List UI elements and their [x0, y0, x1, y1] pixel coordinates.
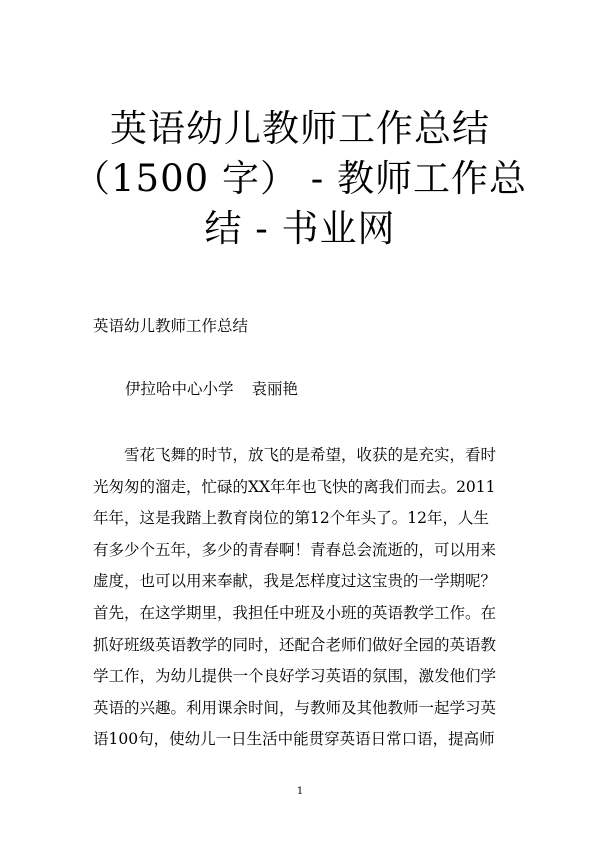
school-name: 伊拉哈中心小学 [125, 380, 234, 398]
document-title: 英语幼儿教师工作总结（1500 字） - 教师工作总结 - 书业网 [73, 107, 527, 250]
page-number: 1 [296, 786, 304, 797]
body-line: 虚度，也可以用来奉献，我是怎样度过这宝贵的一学期呢？ [93, 572, 497, 591]
body-line: 有多少个五年，多少的青春啊！青春总会流逝的，可以用来 [93, 540, 497, 559]
author-name: 袁丽艳 [251, 380, 299, 398]
body-line: 英语的兴趣。利用课余时间，与教师及其他教师一起学习英 [93, 698, 497, 717]
body-line: 抓好班级英语教学的同时，还配合老师们做好全园的英语教 [93, 635, 497, 654]
body-line: 学工作，为幼儿提供一个良好学习英语的氛围，激发他们学 [93, 667, 497, 686]
body-line: 首先，在这学期里，我担任中班及小班的英语教学工作。在 [93, 603, 497, 622]
body-paragraph [93, 440, 523, 756]
article-heading: 英语幼儿教师工作总结 [93, 317, 249, 335]
body-line: 语100句，使幼儿一日生活中能贯穿英语日常口语，提高师 [93, 730, 495, 749]
body-line: 雪花飞舞的时节，放飞的是希望，收获的是充实，看时 [93, 446, 497, 464]
body-line: 光匆匆的溜走，忙碌的XX年年也飞快的离我们而去。2011 [93, 477, 496, 496]
author-byline [125, 379, 298, 399]
body-line: 年年，这是我踏上教育岗位的第12个年头了。12年，人生 [93, 509, 489, 528]
